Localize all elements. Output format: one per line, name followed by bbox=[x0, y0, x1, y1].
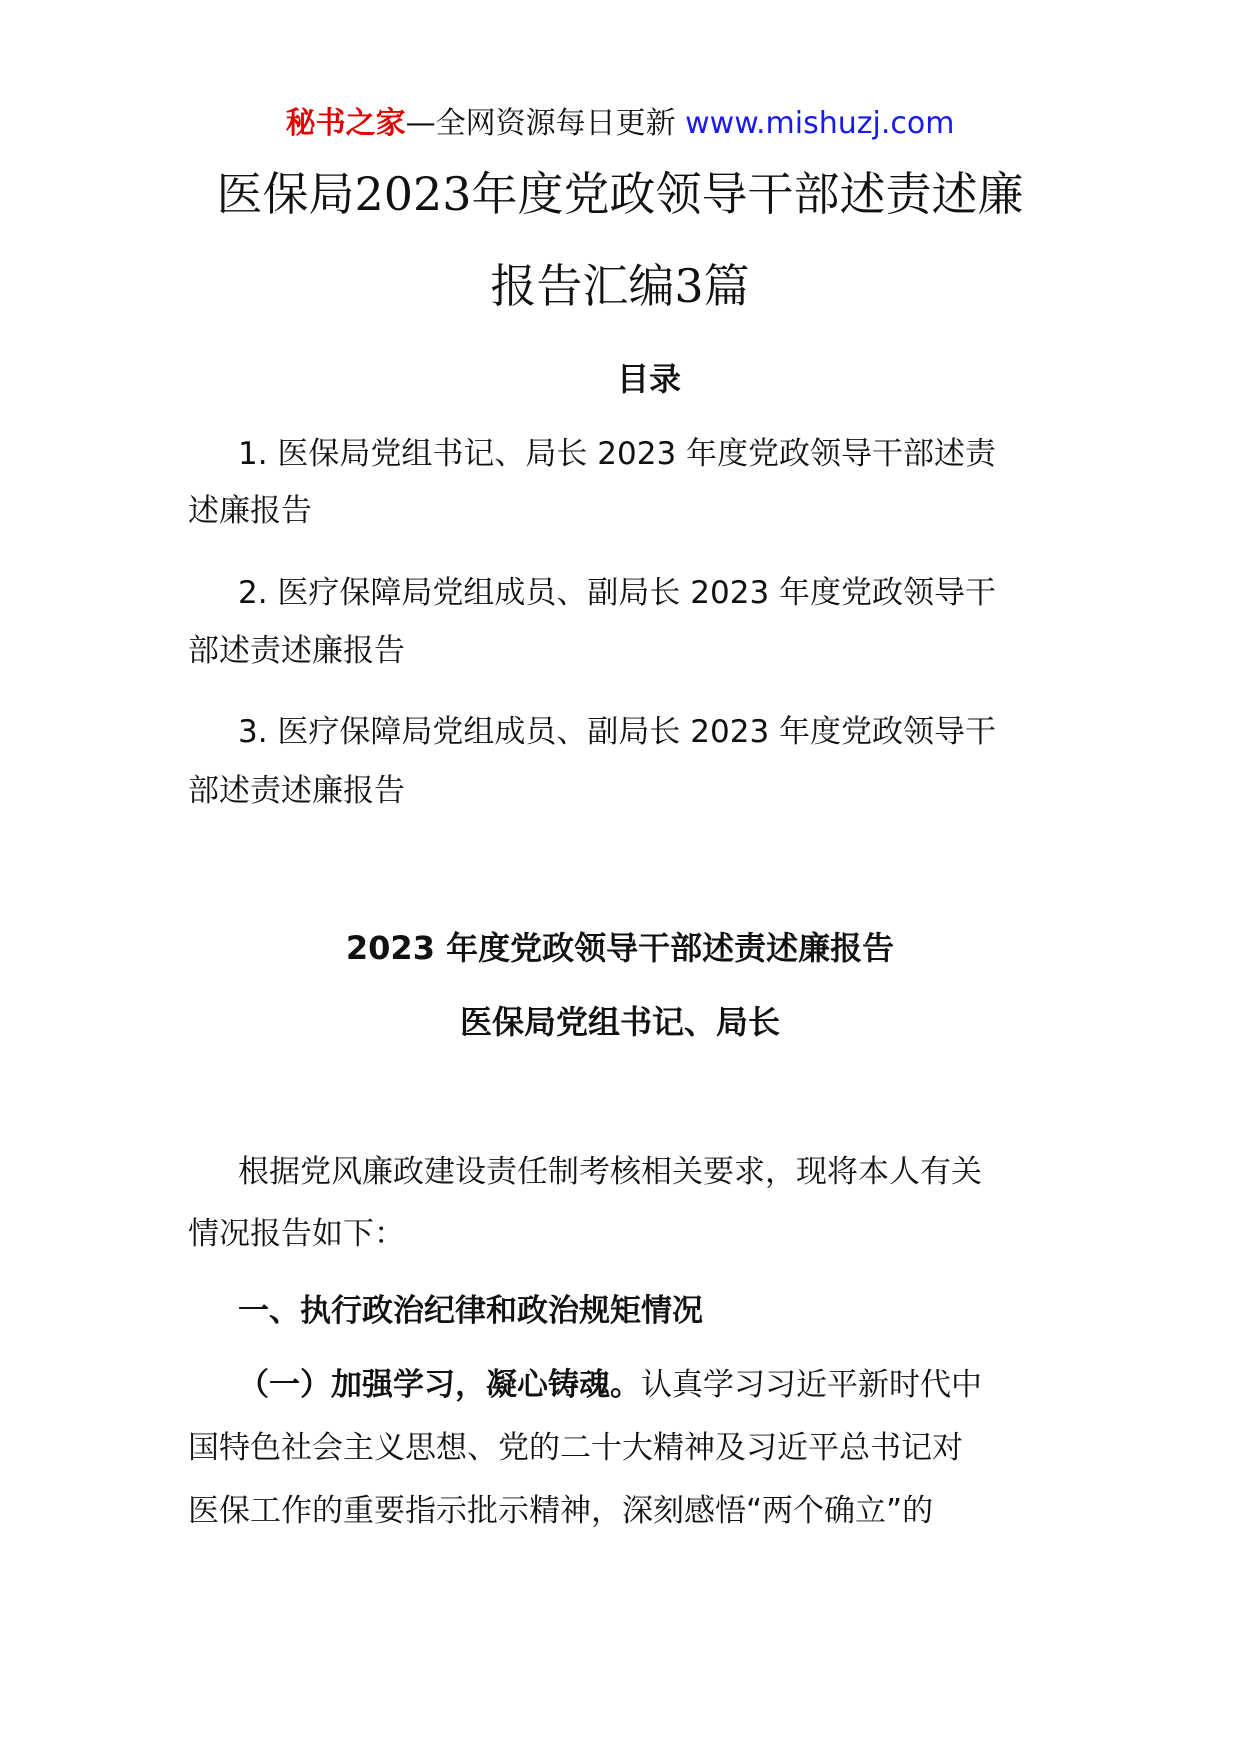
document-title-line-2 bbox=[0, 256, 1240, 316]
title-part: 医保局 bbox=[216, 167, 355, 221]
subsection-1-line-2: 国特色社会主义思想、党的二十大精神及习近平总书记对 bbox=[188, 1430, 963, 1466]
toc-item-1-line-1[interactable]: 1. 医保局党组书记、局长 2023 年度党政领导干部述责 bbox=[238, 436, 997, 472]
brand-name: 秘书之家 bbox=[285, 106, 406, 141]
title-part: 年度党政领导干部述责述廉 bbox=[471, 167, 1024, 221]
toc-item-3-line-1[interactable]: 3. 医疗保障局党组成员、副局长 2023 年度党政领导干 bbox=[238, 714, 997, 750]
toc-item-2-line-2[interactable]: 部述责述廉报告 bbox=[188, 633, 405, 669]
section-1-heading: 一、执行政治纪律和政治规矩情况 bbox=[238, 1293, 703, 1329]
subsection-1-line-1 bbox=[238, 1364, 982, 1406]
report-title: 2023 年度党政领导干部述责述廉报告 bbox=[345, 929, 895, 967]
header-tagline: —全网资源每日更新 bbox=[405, 106, 686, 141]
title-year: 2023 bbox=[354, 167, 472, 221]
subsection-1-heading: （一）加强学习，凝心铸魂。 bbox=[238, 1367, 641, 1403]
toc-heading: 目录 bbox=[616, 360, 681, 398]
report-author: 医保局党组书记、局长 bbox=[459, 1003, 780, 1041]
toc-item-1-line-2[interactable]: 述廉报告 bbox=[188, 493, 312, 529]
title-part: 篇 bbox=[703, 259, 750, 313]
document-title-line-1 bbox=[0, 164, 1240, 224]
subsection-1-text: 认真学习习近平新时代中 bbox=[641, 1367, 982, 1403]
title-count: 3 bbox=[674, 259, 704, 313]
toc-item-2-line-1[interactable]: 2. 医疗保障局党组成员、副局长 2023 年度党政领导干 bbox=[238, 575, 997, 611]
title-part: 报告汇编 bbox=[490, 259, 675, 313]
site-header bbox=[0, 104, 1240, 144]
toc-item-3-line-2[interactable]: 部述责述廉报告 bbox=[188, 773, 405, 809]
intro-line-1: 根据党风廉政建设责任制考核相关要求，现将本人有关 bbox=[238, 1154, 982, 1190]
site-url-link[interactable]: www.mishuzj.com bbox=[685, 106, 955, 141]
intro-line-2: 情况报告如下： bbox=[188, 1216, 405, 1252]
subsection-1-line-3: 医保工作的重要指示批示精神，深刻感悟“两个确立”的 bbox=[188, 1493, 934, 1529]
